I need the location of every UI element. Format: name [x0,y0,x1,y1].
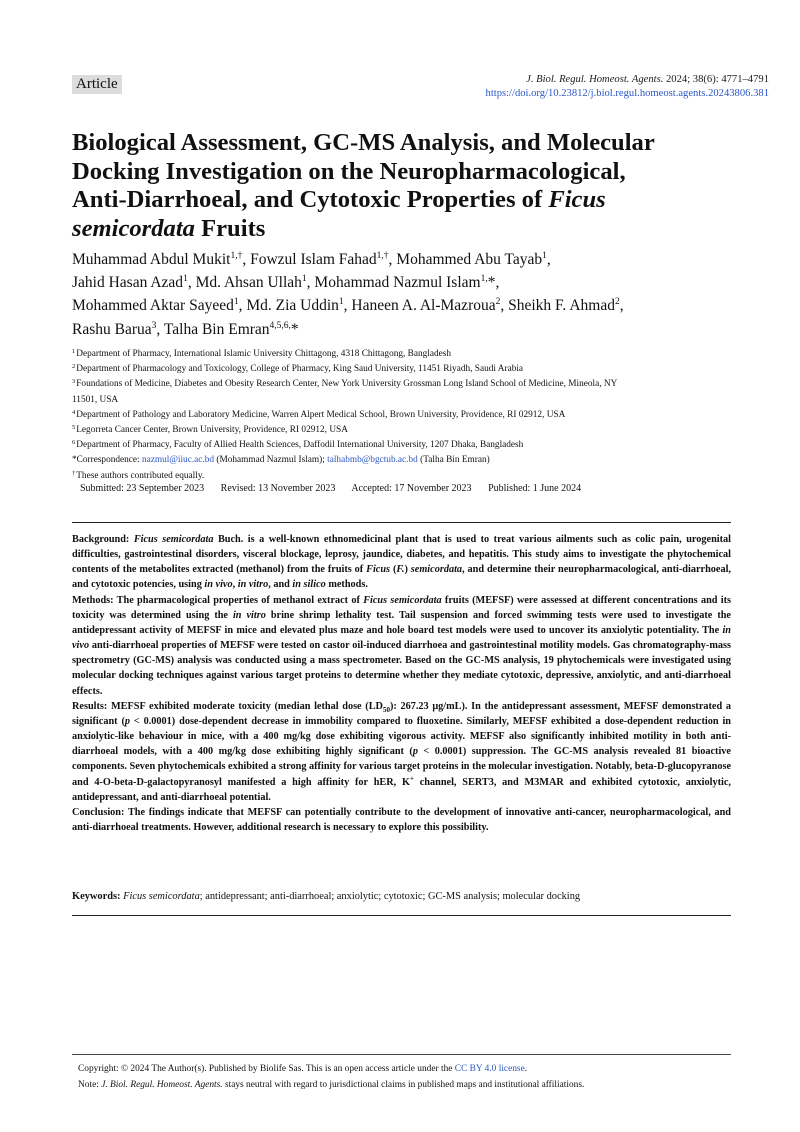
keywords [72,891,731,902]
abstract-text: , and determine their neuropharmacological, anti-diarrhoeal, and cytotoxic potencies, using [72,564,731,591]
abstract-conclusion [72,805,731,835]
corresponding-marker: * [290,320,299,338]
affiliation [72,347,722,362]
affiliation-text: Department of Pharmacology and Toxicology, College of Pharmacy, King Saud University, 11451 Riyadh, Saudi Arabia [76,364,524,375]
affiliation-text: 11501, USA [72,394,119,405]
keyword-list: ; antidepressant; anti-diarrhoeal; anxiolytic; cytotoxic; GC-MS analysis; molecular docking [199,891,581,902]
author: Talha Bin Emran [163,320,270,338]
journal-citation [486,73,769,87]
publication-dates [80,483,595,494]
title-line-1: Biological Assessment, GC-MS Analysis, and Molecular [72,129,655,156]
note-line [78,1078,584,1094]
copyright-line [78,1062,584,1078]
author: Sheikh F. Ahmad [508,297,615,315]
author-affil-sup: 1, [480,274,488,285]
species-name: Ficus [366,564,391,576]
date-accepted: Accepted: 17 November 2023 [351,483,472,494]
title-genus: Ficus [548,186,606,213]
p-value-symbol: p [124,715,130,727]
abstract-top-rule [72,522,731,523]
author-affil-sup: 1,† [230,250,243,261]
author: Muhammad Abdul Mukit [72,251,231,268]
article-title [72,129,752,243]
author-affil-sup: 1 [542,250,547,261]
species-name: semicordata [410,564,463,576]
corresponding-marker: * [487,274,496,292]
abstract-methods [72,593,731,699]
section-label: Results: [72,700,111,712]
abstract-text: methods. [325,579,368,591]
section-label: Background: [72,534,134,545]
title-line-3: Anti-Diarrhoeal, and Cytotoxic Properties of [72,186,549,213]
affiliation [72,423,722,438]
affiliation [72,438,722,453]
latin-term: in silico [292,579,326,591]
abstract-text: anti-diarrhoeal properties of MEFSF were tested on castor oil-induced diarrhoea and gastrointestinal motility models. Gas chromatography-mass spectrometry (GC-MS) analysis was conducted using a mass spectrometer. Based on the GC-MS analysis, 19 phytochemicals were investigated using molecular docking techniques against various target proteins to determine whether they mediate cytotoxic, depressive, anxiolytic, and anti-diarrhoeal effects. [72,640,731,697]
section-label: Conclusion: [72,806,128,818]
author-affil-sup: 1,† [376,250,389,261]
species-name: F. [396,564,405,576]
species-name: Ficus semicordata [133,534,214,545]
footer [78,1062,584,1093]
keywords-label: Keywords: [72,891,124,902]
affiliation-text: Legorreta Cancer Center, Brown University, Providence, RI 02912, USA [76,425,348,436]
abstract-text: The findings indicate that MEFSF can potentially contribute to the development of innovative anti-cancer, neuropharmacological, and anti-diarrhoeal treatments. However, additional research is necessary to explore this possibility. [72,806,731,833]
affiliations [72,347,722,484]
email-link[interactable]: talhabmb@bgctub.ac.bd [327,455,418,466]
affiliation [72,377,722,392]
section-label: Methods: [72,594,117,606]
title-line-4: Fruits [194,214,266,242]
latin-term: in vivo [204,579,233,591]
affiliation-number: 5 [72,424,76,432]
author-affil-sup: 1 [183,274,188,285]
author-affil-sup: 4,5,6, [269,320,291,331]
copyright-text: Copyright: © 2024 The Author(s). Published by Biolife Sas. This is an open access article under the [78,1064,455,1074]
author: Rashu Barua [72,320,152,338]
subscript: 50 [382,705,390,714]
author-affil-sup: 1 [233,297,239,308]
affiliation-number: 1 [72,348,76,355]
abstract-text: channel, SERT3, and M3MAR and exhibited cytotoxic, anxiolytic, antidepressant, and anti-diarrhoeal potential. [72,776,731,803]
author-affil-sup: 2 [495,297,501,308]
license-link[interactable]: CC BY 4.0 license [454,1064,525,1074]
affiliation-text: Foundations of Medicine, Diabetes and Obesity Research Center, New York University Grossman Long Island School of Medicine, Mineola, NY [76,379,618,390]
latin-term: in vitro [232,609,266,621]
title-epithet: semicordata [72,214,195,242]
latin-term: in vitro [237,579,269,591]
date-published: Published: 1 June 2024 [488,483,582,494]
author: Md. Ahsan Ullah [195,274,302,292]
correspondence-name: (Talha Bin Emran) [417,455,490,466]
affiliation-continued [72,393,722,408]
author: Haneen A. Al-Mazroua [351,297,496,315]
affiliation-text: Department of Pathology and Laboratory Medicine, Warren Alpert Medical School, Brown University, Providence, RI 02912, USA [76,409,566,420]
date-revised: Revised: 13 November 2023 [220,483,336,494]
p-value-symbol: p [412,746,418,758]
species-name: Ficus semicordata [363,594,442,606]
journal-volume: 2024; 38(6): 4771–4791 [663,74,769,85]
latin-term: in vivo [72,624,731,652]
affiliation-text: Department of Pharmacy, Faculty of Allied Health Sciences, Daffodil International University, 1207 Dhaka, Bangladesh [76,440,524,451]
abstract [72,532,731,835]
author: Mohammad Nazmul Islam [314,274,481,292]
keyword-species: Ficus semicordata [123,891,200,902]
abstract-text: MEFSF exhibited moderate toxicity (median lethal dose (LD [111,700,383,712]
affiliation-number: 6 [72,439,76,447]
equal-contribution-text: These authors contributed equally. [76,470,205,481]
article-type-badge: Article [72,75,122,94]
affiliation-number: 4 [72,408,76,416]
dagger-mark: † [72,469,76,477]
title-line-2: Docking Investigation on the Neuropharmacological, [72,157,626,185]
author-affil-sup: 1 [338,297,344,308]
copyright-period: . [524,1064,528,1074]
abstract-text: Buch. is a well-known ethnomedicinal plant that is used to treat various ailments such as colic pain, urogenital difficulties, gastrointestinal disorders, visceral blockage, leprosy, jaundice, diabetes, and hepatitis. This study aims to investigate the phytochemical contents of the metabolites extracted (methanol) from the fruits of [72,534,732,576]
superscript: + [409,774,414,783]
abstract-text: ) [404,564,411,576]
author-affil-sup: 1 [301,274,307,285]
abstract-results [72,699,731,805]
abstract-text: brine shrimp lethality test. Tail suspension and forced swimming tests were used to investigate the antidepressant activity of MEFSF in mice and elevated plus maze and hole board test models were used to uncover its anxiolytic potentiality. The [72,609,731,636]
note-text: stays neutral with regard to jurisdictional claims in published maps and institutional affiliations. [222,1079,585,1090]
abstract-background [72,532,731,593]
author-affil-sup: 2 [614,297,620,308]
abstract-text: < 0.0001) dose-dependent decrease in immobility compared to fluoxetine. Similarly, MEFSF exhibited a dose-dependent reduction in anxiolytic-like behaviour in mice, with a 400 mg/kg dose exhibiting vigorous activity. MEFSF also significantly inhibited motility in both anti-diarrhoeal models, with a 400 mg/kg dose exhibiting highly significant ( [72,715,731,758]
author: Fowzul Islam Fahad [250,251,377,268]
journal-info [486,73,769,101]
affiliation-number: 3 [72,378,76,386]
affiliation-text: Department of Pharmacy, International Islamic University Chittagong, 4318 Chittagong, Bangladesh [76,349,452,359]
author: Jahid Hasan Azad [72,274,184,292]
abstract-text: < 0.0001) suppression. The GC-MS analysis revealed 81 bioactive components. Seven phytochemicals exhibited a strong affinity for various target proteins in the molecular investigation. Notably, beta-D-glucopyranose and 4-O-beta-D-galactopyranosyl manifested a high affinity for hER, K [72,746,731,788]
affiliation-number: 2 [72,363,76,371]
note-label: Note: [78,1079,102,1090]
abstract-text: , [232,579,238,591]
abstract-bottom-rule [72,915,731,916]
correspondence [72,453,722,468]
note-journal: J. Biol. Regul. Homeost. Agents. [101,1079,223,1090]
affiliation [72,362,722,377]
affiliation [72,408,722,423]
abstract-text: ): 267.23 μg/mL). In the antidepressant assessment, MEFSF demonstrated a significant ( [72,700,731,727]
footer-rule [72,1054,731,1055]
author: Mohammed Abu Tayab [396,251,543,268]
abstract-text: fruits (MEFSF) were assessed at different concentrations and its toxicity was determined using the [72,594,732,621]
author-affil-sup: 3 [151,320,157,331]
abstract-text: , and [268,579,293,591]
doi-link[interactable]: https://doi.org/10.23812/j.biol.regul.homeost.agents.20243806.381 [485,88,769,99]
journal-name: J. Biol. Regul. Homeost. Agents. [526,74,664,85]
abstract-text: ( [390,564,397,576]
correspondence-name: (Mohammad Nazmul Islam); [214,455,328,466]
email-link[interactable]: nazmul@iiuc.ac.bd [141,455,215,466]
date-submitted: Submitted: 23 September 2023 [80,483,205,494]
author: Md. Zia Uddin [246,297,339,315]
author: Mohammed Aktar Sayeed [72,297,234,315]
author-list: Muhammad Abdul Mukit$^{1,\dagger}$, Fowzul Islam Fahad$^{1,\dagger}$, Mohammed Abu Tayab$^1$, Jahid Hasan Azad$^1$, Md. Ahsan Ullah$^1$, Mohammad Nazmul Islam$^{1,}$*, Mohammed Aktar Sayeed$^1$, Md. Zia Uddin$^1$, Haneen A. Al-Mazroua$^2$, Sheikh F. Ahmad$^2$, Rashu Barua$^3$, Talha Bin Emran$^{4,5,6,}$* [72,250,624,338]
correspondence-label: *Correspondence: [72,455,142,466]
abstract-text: The pharmacological properties of methanol extract of [116,594,364,606]
equal-contribution-note [72,469,722,484]
